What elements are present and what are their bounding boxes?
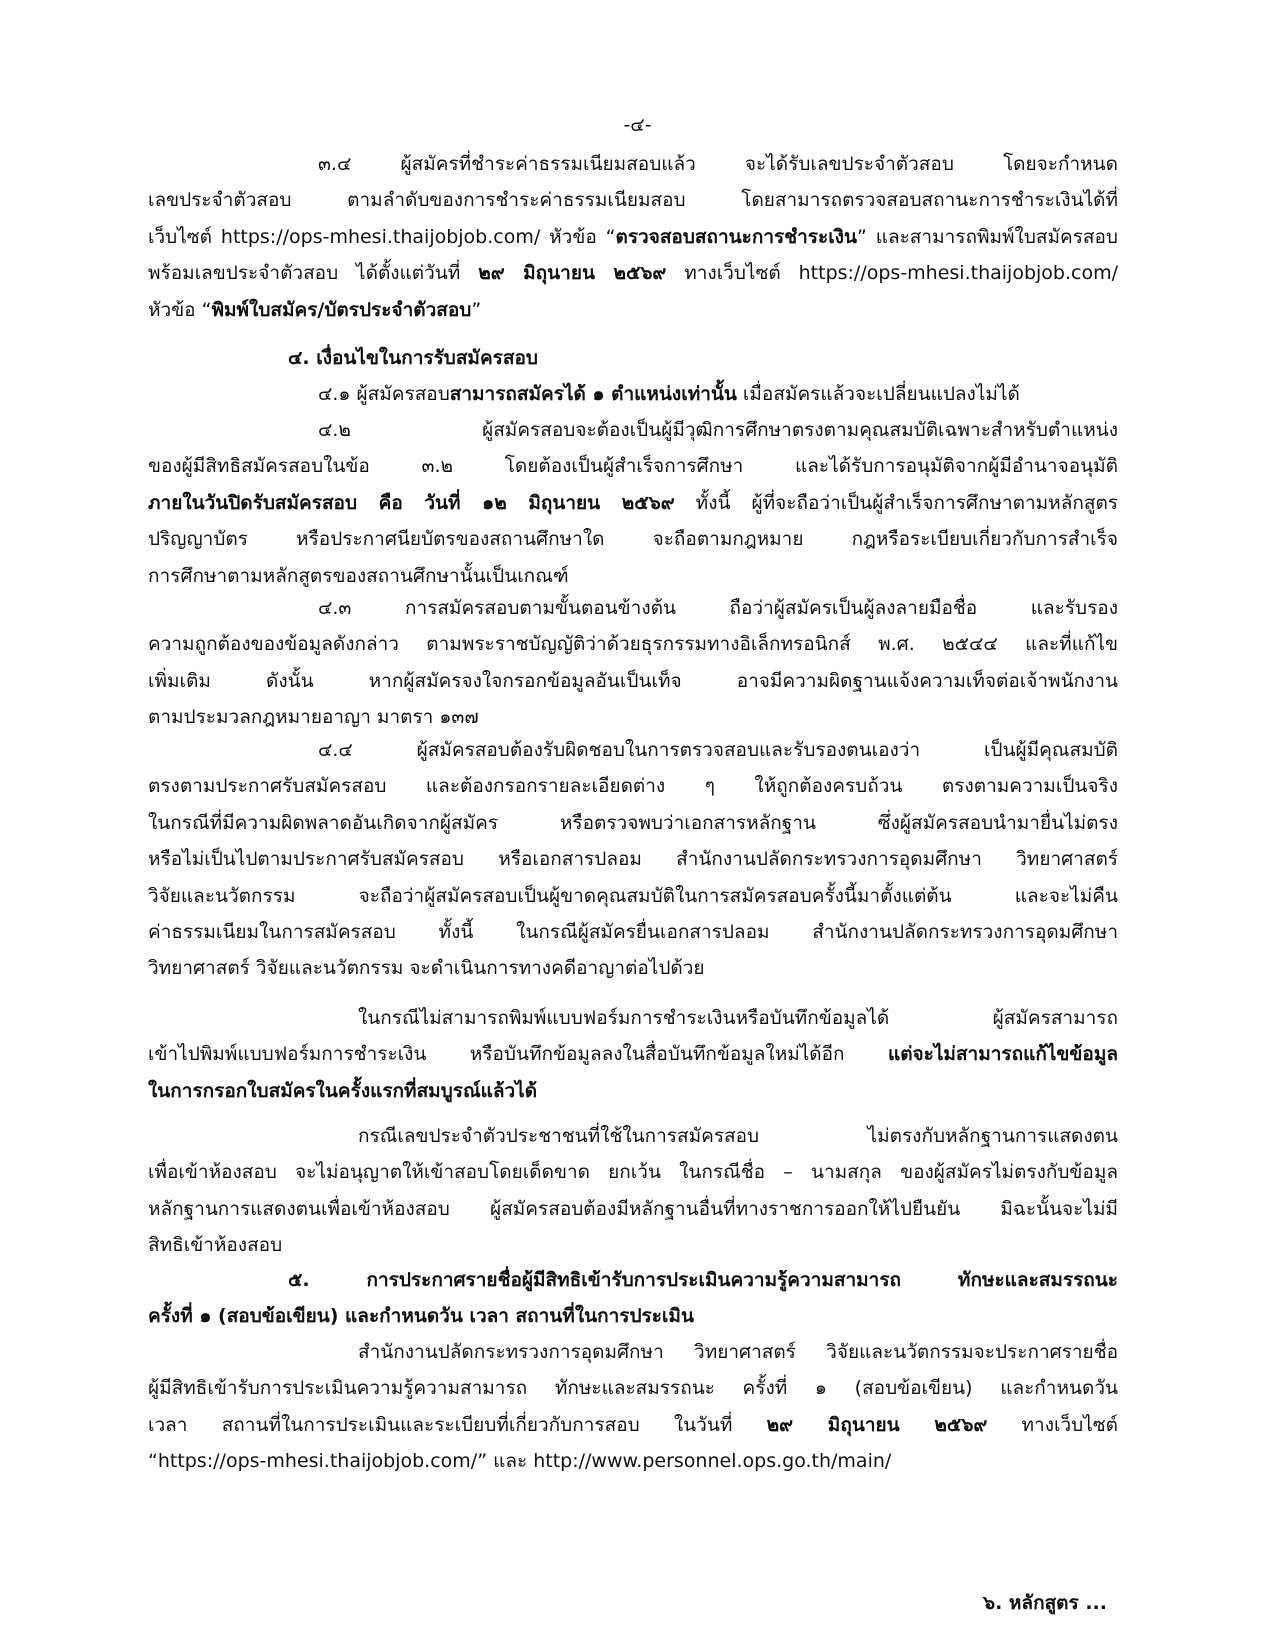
text-line: เพื่อเข้าห้องสอบ จะไม่อนุญาตให้เข้าสอบโดยเด็ดขาด ยกเว้น ในกรณีชื่อ – นามสกุล ของผู้สมัครไม่ตรงกับข้อมูล <box>148 1161 1118 1184</box>
section-5-body <box>148 1334 1118 1480</box>
text-line: เวลา สถานที่ในการประเมินและระเบียบที่เกี่ยวกับการสอบ ในวันที่ ๒๙ มิถุนายน ๒๕๖๙ ทางเว็บไซต์ <box>148 1413 1118 1436</box>
section-4-1: ๔.๑ ผู้สมัครสอบสามารถสมัครได้ ๑ ตำแหน่งเท่านั้น เมื่อสมัครแล้วจะเปลี่ยนแปลงไม่ได้ <box>318 383 1020 405</box>
text-line: ในการกรอกใบสมัครในครั้งแรกที่สมบูรณ์แล้วได้ <box>148 1079 538 1102</box>
paragraph-id-card <box>148 1118 1118 1264</box>
text-line: วิจัยและนวัตกรรม จะถือว่าผู้สมัครสอบเป็นผู้ขาดคุณสมบัติในการสมัครสอบครั้งนี้มาตั้งแต่ต้น และจะไม่คืน <box>148 884 1118 907</box>
text-line: ในกรณีที่มีความผิดพลาดอันเกิดจากผู้สมัคร หรือตรวจพบว่าเอกสารหลักฐาน ซึ่งผู้สมัครสอบนำมายื่นไม่ตรง <box>148 811 1118 834</box>
text-line: ค่าธรรมเนียมในการสมัครสอบ ทั้งนี้ ในกรณีผู้สมัครยื่นเอกสารปลอม สำนักงานปลัดกระทรวงการอุดมศึกษา <box>148 920 1118 943</box>
text-line: กรณีเลขประจำตัวประชาชนที่ใช้ในการสมัครสอบ ไม่ตรงกับหลักฐานการแสดงตน <box>358 1125 1118 1147</box>
text-line: เลขประจำตัวสอบ ตามลำดับของการชำระค่าธรรมเนียมสอบ โดยสามารถตรวจสอบสถานะการชำระเงินได้ที่ <box>148 189 1118 212</box>
paragraph-print-form <box>148 1000 1118 1109</box>
section-4-3 <box>148 590 1118 736</box>
text-line: สำนักงานปลัดกระทรวงการอุดมศึกษา วิทยาศาสตร์ วิจัยและนวัตกรรมจะประกาศรายชื่อ <box>358 1341 1118 1363</box>
text-line: ๔.๒ ผู้สมัครสอบจะต้องเป็นผู้มีวุฒิการศึกษาตรงตามคุณสมบัติเฉพาะสำหรับตำแหน่ง <box>318 419 1118 441</box>
text-line: ผู้มีสิทธิเข้ารับการประเมินความรู้ความสามารถ ทักษะและสมรรถนะ ครั้งที่ ๑ (สอบข้อเขียน) และกำหนดวัน <box>148 1377 1118 1400</box>
section-5-heading <box>148 1262 1118 1335</box>
section-4-4 <box>148 732 1118 987</box>
text-line: สิทธิเข้าห้องสอบ <box>148 1234 283 1257</box>
text-line: ๕. การประกาศรายชื่อผู้มีสิทธิเข้ารับการประเมินความรู้ความสามารถ ทักษะและสมรรถนะ <box>288 1269 1118 1291</box>
text-line: ในกรณีไม่สามารถพิมพ์แบบฟอร์มการชำระเงินหรือบันทึกข้อมูลได้ ผู้สมัครสามารถ <box>358 1007 1118 1029</box>
page-number: -๔- <box>623 114 652 136</box>
text-line: ตรงตามประกาศรับสมัครสอบ และต้องกรอกรายละเอียดต่าง ๆ ให้ถูกต้องครบถ้วน ตรงตามความเป็นจริง <box>148 775 1118 798</box>
text-line: ความถูกต้องของข้อมูลดังกล่าว ตามพระราชบัญญัติว่าด้วยธุรกรรมทางอิเล็กทรอนิกส์ พ.ศ. ๒๕๔๔ และที่แก้ไข <box>148 633 1118 656</box>
text-line: การศึกษาตามหลักสูตรของสถานศึกษานั้นเป็นเกณฑ์ <box>148 564 569 587</box>
text-line: เข้าไปพิมพ์แบบฟอร์มการชำระเงิน หรือบันทึกข้อมูลลงในสื่อบันทึกข้อมูลใหม่ได้อีก แต่จะไม่สามารถแก้ไขข้อมูล <box>148 1043 1118 1066</box>
text-line: หลักฐานการแสดงตนเพื่อเข้าห้องสอบ ผู้สมัครสอบต้องมีหลักฐานอื่นที่ทางราชการออกให้ไปยืนยัน มิฉะนั้นจะไม่มี <box>148 1197 1118 1220</box>
text-line: หรือไม่เป็นไปตามประกาศรับสมัครสอบ หรือเอกสารปลอม สำนักงานปลัดกระทรวงการอุดมศึกษา วิทยาศาสตร์ <box>148 848 1118 871</box>
text-line: ๓.๔ ผู้สมัครที่ชำระค่าธรรมเนียมสอบแล้ว จะได้รับเลขประจำตัวสอบ โดยจะกำหนด <box>318 153 1118 175</box>
text-line: ภายในวันปิดรับสมัครสอบ คือ วันที่ ๑๒ มิถุนายน ๒๕๖๙ ทั้งนี้ ผู้ที่จะถือว่าเป็นผู้สำเร็จการศึกษาตามหลักสูตร <box>148 491 1118 514</box>
text-line: พร้อมเลขประจำตัวสอบ ได้ตั้งแต่วันที่ ๒๙ มิถุนายน ๒๕๖๙ ทางเว็บไซต์ https://ops-mhesi.thaijobjob.com/ <box>148 262 1118 285</box>
text-line: ของผู้มีสิทธิสมัครสอบในข้อ ๓.๒ โดยต้องเป็นผู้สำเร็จการศึกษา และได้รับการอนุมัติจากผู้มีอำนาจอนุมัติ <box>148 455 1118 478</box>
text-line: ๔.๔ ผู้สมัครสอบต้องรับผิดชอบในการตรวจสอบและรับรองตนเองว่า เป็นผู้มีคุณสมบัติ <box>318 739 1118 761</box>
text-line: ครั้งที่ ๑ (สอบข้อเขียน) และกำหนดวัน เวลา สถานที่ในการประเมิน <box>148 1305 694 1328</box>
text-line: เว็บไซต์ https://ops-mhesi.thaijobjob.com/ หัวข้อ “ตรวจสอบสถานะการชำระเงิน” และสามารถพิมพ์ใบสมัครสอบ <box>148 225 1118 248</box>
text-line: หัวข้อ “พิมพ์ใบสมัคร/บัตรประจำตัวสอบ” <box>148 298 482 321</box>
section-3-4 <box>148 146 1118 328</box>
next-page-indicator: ๖. หลักสูตร ... <box>983 1592 1107 1614</box>
text-line: ปริญญาบัตร หรือประกาศนียบัตรของสถานศึกษาใด จะถือตามกฎหมาย กฎหรือระเบียบเกี่ยวกับการสำเร็จ <box>148 528 1118 551</box>
text-line: วิทยาศาสตร์ วิจัยและนวัตกรรม จะดำเนินการทางคดีอาญาต่อไปด้วย <box>148 957 705 980</box>
section-4-2 <box>148 412 1118 594</box>
text-line: “https://ops-mhesi.thaijobjob.com/” และ http://www.personnel.ops.go.th/main/ <box>148 1450 892 1473</box>
text-line: ๔.๓ การสมัครสอบตามขั้นตอนข้างต้น ถือว่าผู้สมัครเป็นผู้ลงลายมือชื่อ และรับรอง <box>318 597 1118 619</box>
section-4-heading: ๔. เงื่อนไขในการรับสมัครสอบ <box>288 347 538 369</box>
text-line: ตามประมวลกฎหมายอาญา มาตรา ๑๓๗ <box>148 706 479 729</box>
text-line: เพิ่มเติม ดังนั้น หากผู้สมัครจงใจกรอกข้อมูลอันเป็นเท็จ อาจมีความผิดฐานแจ้งความเท็จต่อเจ้าพนักงาน <box>148 669 1118 692</box>
